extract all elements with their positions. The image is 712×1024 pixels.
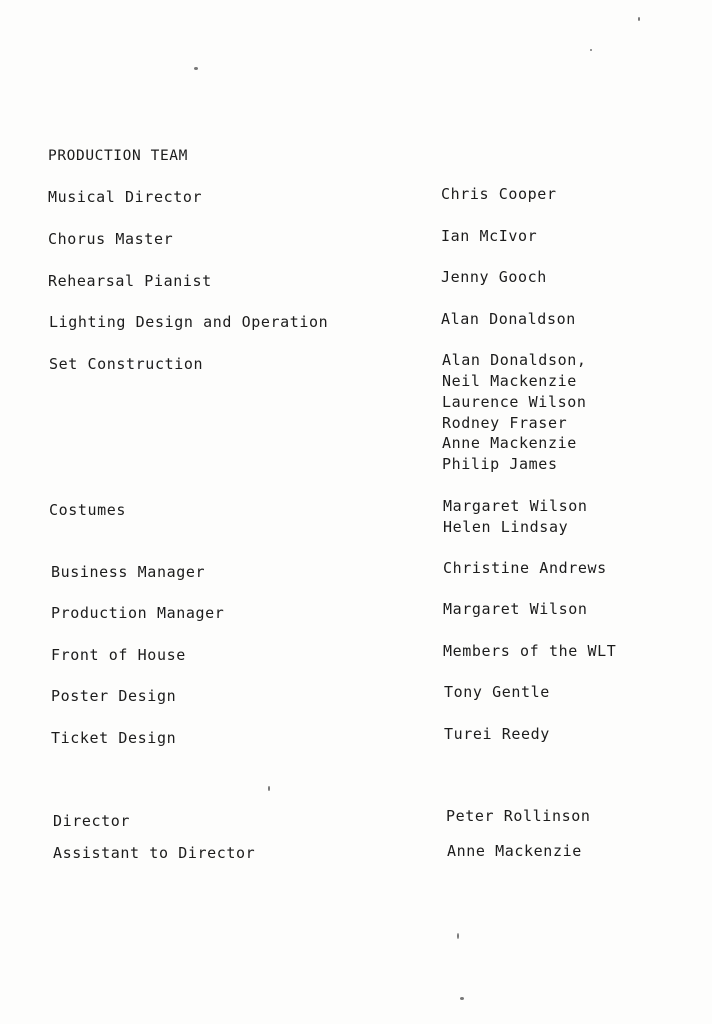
person-name: Margaret Wilson <box>443 497 588 515</box>
production-team-heading: PRODUCTION TEAM <box>48 148 188 164</box>
scan-speck <box>194 67 198 70</box>
role-label: Director <box>53 812 131 830</box>
role-label: Chorus Master <box>48 230 174 248</box>
role-label: Assistant to Director <box>53 844 256 862</box>
person-name: Alan Donaldson <box>441 310 576 328</box>
role-label: Ticket Design <box>51 729 177 747</box>
person-name: Jenny Gooch <box>441 268 547 286</box>
person-name: Turei Reedy <box>444 725 550 743</box>
person-name: Neil Mackenzie <box>442 372 577 390</box>
person-name: Helen Lindsay <box>443 518 569 536</box>
person-name: Laurence Wilson <box>442 393 587 411</box>
person-name: Margaret Wilson <box>443 600 588 618</box>
person-name: Christine Andrews <box>443 559 607 577</box>
person-name: Peter Rollinson <box>446 807 591 825</box>
role-label: Front of House <box>51 646 186 664</box>
role-label: Costumes <box>49 501 127 519</box>
role-label: Musical Director <box>48 188 203 206</box>
person-name: Alan Donaldson, <box>442 351 587 369</box>
scan-speck <box>638 17 640 21</box>
person-name: Philip James <box>442 455 558 473</box>
scan-speck <box>268 786 270 791</box>
person-name: Ian McIvor <box>441 227 538 245</box>
role-label: Rehearsal Pianist <box>48 272 212 290</box>
role-label: Business Manager <box>51 563 206 581</box>
role-label: Production Manager <box>51 604 225 622</box>
role-label: Poster Design <box>51 687 177 705</box>
person-name: Anne Mackenzie <box>442 434 577 452</box>
scan-speck <box>457 933 459 939</box>
role-label: Lighting Design and Operation <box>49 313 329 331</box>
person-name: Tony Gentle <box>444 683 550 701</box>
scan-speck <box>460 997 464 1000</box>
person-name: Members of the WLT <box>443 642 617 660</box>
person-name: Anne Mackenzie <box>447 842 582 860</box>
scan-speck <box>590 49 592 51</box>
person-name: Rodney Fraser <box>442 414 568 432</box>
person-name: Chris Cooper <box>441 185 557 203</box>
role-label: Set Construction <box>49 355 204 373</box>
